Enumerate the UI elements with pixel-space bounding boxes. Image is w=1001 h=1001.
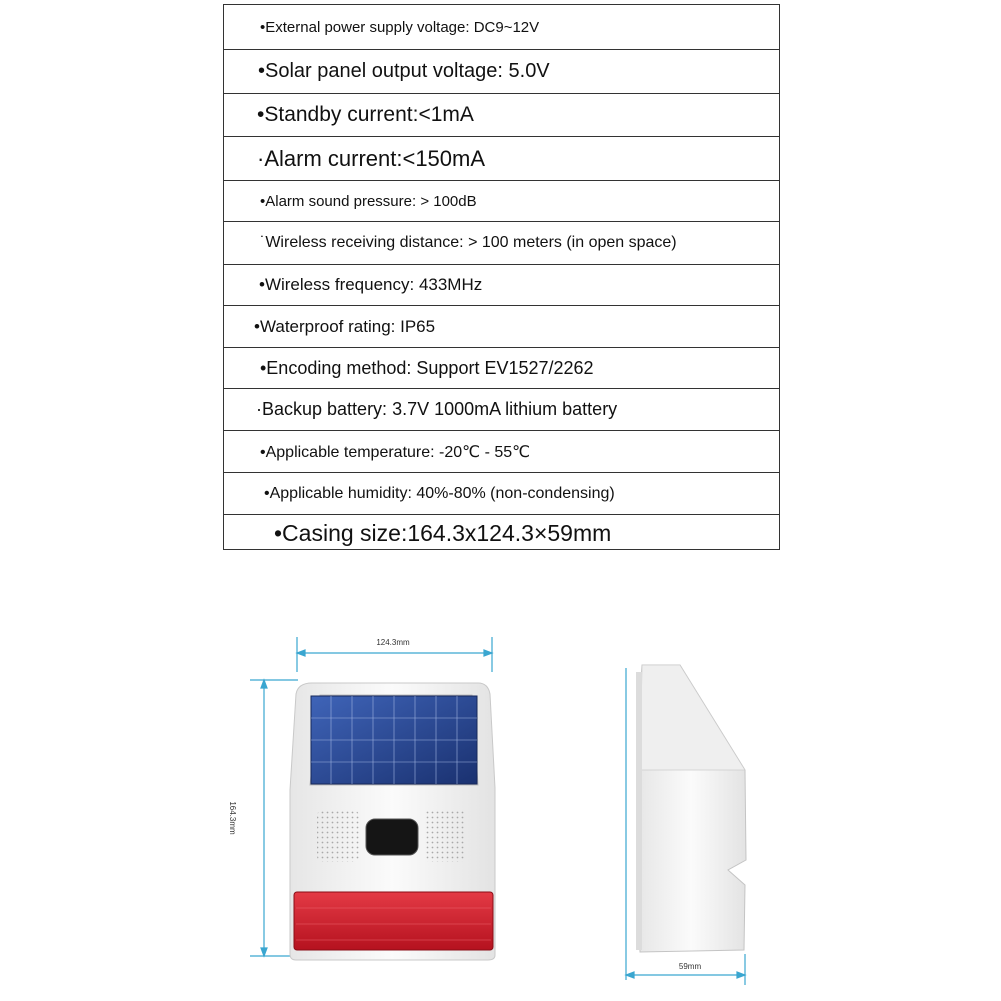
spec-row	[224, 514, 779, 551]
spec-text: •Waterproof rating: IP65	[254, 316, 436, 336]
spec-text: •Applicable temperature: -20℃ - 55℃	[260, 443, 531, 461]
spec-row	[224, 49, 779, 93]
front-view	[228, 637, 495, 960]
spec-row	[224, 472, 779, 514]
solar-panel	[310, 695, 478, 785]
spec-row	[224, 93, 779, 136]
spec-row	[224, 180, 779, 221]
speaker-grill-right	[424, 810, 466, 862]
spec-text: ˙Wireless receiving distance: > 100 meters (in open space)	[260, 234, 677, 251]
spec-row	[224, 5, 779, 49]
spec-text: •Encoding method: Support EV1527/2262	[260, 357, 594, 378]
width-label: 124.3mm	[376, 638, 410, 647]
spec-text: •Alarm sound pressure: > 100dB	[260, 192, 477, 210]
spec-text: •Casing size:164.3x124.3×59mm	[274, 519, 612, 546]
spec-row	[224, 305, 779, 347]
strobe-light	[294, 892, 493, 950]
spec-row	[224, 347, 779, 388]
spec-row	[224, 388, 779, 430]
depth-label: 59mm	[678, 962, 702, 971]
product-dimension-drawing	[0, 600, 1001, 1001]
spec-row	[224, 430, 779, 472]
spec-row	[224, 221, 779, 264]
spec-text: •Applicable humidity: 40%-80% (non-condensing)	[264, 484, 615, 502]
spec-text: ·Alarm current:<150mA	[257, 145, 486, 171]
spec-text: •Wireless frequency: 433MHz	[259, 275, 483, 294]
spec-text: •Solar panel output voltage: 5.0V	[258, 60, 550, 82]
spec-row	[224, 136, 779, 180]
spec-text: ·Backup battery: 3.7V 1000mA lithium battery	[256, 399, 618, 419]
height-label: 164.3mm	[228, 801, 237, 835]
side-view	[626, 665, 746, 985]
speaker-grill-left	[317, 810, 359, 862]
spec-text: •Standby current:<1mA	[257, 103, 474, 126]
spec-row	[224, 264, 779, 305]
specification-table	[223, 4, 780, 550]
sensor-window	[366, 819, 418, 855]
spec-text: •External power supply voltage: DC9~12V	[260, 18, 540, 36]
